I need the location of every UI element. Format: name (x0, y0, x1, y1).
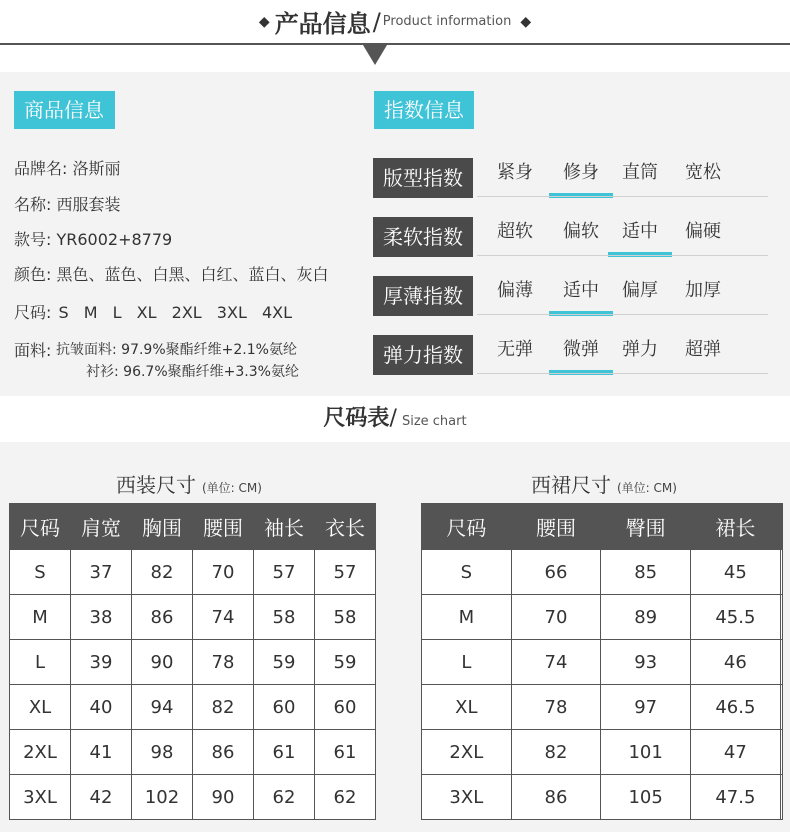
table-cell: 86 (193, 730, 254, 775)
table-cell: 66 (511, 550, 601, 595)
suit-table-title (116, 469, 262, 498)
table-cell: 2XL (422, 730, 512, 775)
table-cell: 47.5 (690, 775, 780, 820)
table-header-cell: 腰围 (193, 504, 254, 550)
table-cell: 61 (315, 730, 376, 775)
table-row (10, 685, 376, 730)
table-cell: 62 (254, 775, 315, 820)
name-line: 名称: 西服套装 (14, 195, 121, 214)
index-info-tag: 指数信息 (374, 91, 474, 129)
index-option: 弹力 (622, 339, 658, 360)
index-option-active: 微弹 (549, 335, 613, 369)
table-row (422, 730, 783, 775)
table-row (422, 595, 783, 640)
table-cell: 58 (315, 595, 376, 640)
index-option: 偏软 (563, 221, 599, 242)
table-cell: 78 (511, 685, 601, 730)
table-cell (780, 775, 782, 820)
table-cell: 57 (254, 550, 315, 595)
table-cell: 42 (71, 775, 132, 820)
index-option-active: 修身 (549, 158, 613, 192)
down-arrow-icon (363, 45, 387, 65)
table-cell (780, 730, 782, 775)
size-item: 3XL (216, 303, 247, 322)
table-row (10, 640, 376, 685)
table-header-cell (780, 504, 782, 550)
table-cell: 46 (690, 640, 780, 685)
table-cell: 40 (71, 685, 132, 730)
row-divider (477, 196, 768, 197)
table-cell: 82 (193, 685, 254, 730)
table-header-cell: 臀围 (601, 504, 691, 550)
index-label: 版型指数 (373, 158, 473, 198)
colors-line: 颜色: 黑色、蓝色、白黑、白红、蓝白、灰白 (14, 265, 329, 284)
table-cell: 2XL (10, 730, 71, 775)
index-row-elasticity (373, 335, 768, 375)
row-divider (477, 373, 768, 374)
sizes-label: 尺码: (14, 303, 52, 322)
product-info-header (0, 0, 790, 56)
table-row (422, 685, 783, 730)
table-cell: L (422, 640, 512, 685)
table-row (10, 775, 376, 820)
table-cell: 98 (132, 730, 193, 775)
table-cell: 60 (254, 685, 315, 730)
slash-icon: / (389, 406, 397, 431)
table-header-cell: 裙长 (690, 504, 780, 550)
table-cell: 37 (71, 550, 132, 595)
index-row-softness (373, 217, 768, 257)
table-cell (780, 640, 782, 685)
table-cell: 105 (601, 775, 691, 820)
table-cell: 86 (132, 595, 193, 640)
table-row (422, 775, 783, 820)
table-cell: 45 (690, 550, 780, 595)
index-option: 偏薄 (497, 280, 533, 301)
slash-icon: / (372, 7, 381, 36)
table-cell: 89 (601, 595, 691, 640)
table-cell: 38 (71, 595, 132, 640)
table-cell: 57 (315, 550, 376, 595)
table-cell: 59 (315, 640, 376, 685)
suit-unit: (单位: CM) (202, 481, 262, 495)
table-cell: 82 (511, 730, 601, 775)
table-row (10, 730, 376, 775)
table-cell: 39 (71, 640, 132, 685)
table-cell: 74 (193, 595, 254, 640)
index-label: 柔软指数 (373, 217, 473, 257)
size-chart-area (0, 442, 790, 832)
table-cell: 47 (690, 730, 780, 775)
suit-title-text: 西装尺寸 (116, 473, 196, 497)
index-option-active: 适中 (608, 217, 672, 251)
row-divider (477, 255, 768, 256)
diamond-icon: ◆ (258, 13, 270, 30)
table-cell: M (10, 595, 71, 640)
header-title-cn: 产品信息 (274, 10, 371, 38)
table-cell: 102 (132, 775, 193, 820)
diamond-icon: ◆ (520, 13, 532, 30)
table-cell: 97 (601, 685, 691, 730)
row-divider (477, 314, 768, 315)
table-cell: 41 (71, 730, 132, 775)
product-info-tag: 商品信息 (14, 91, 115, 129)
sizes-line (14, 300, 302, 323)
table-cell (780, 550, 782, 595)
table-cell: 61 (254, 730, 315, 775)
index-row-thickness (373, 276, 768, 316)
table-cell: 3XL (422, 775, 512, 820)
fabric-line-1: 抗皱面料: 97.9%聚酯纤维+2.1%氨纶 (56, 342, 297, 358)
index-option: 加厚 (685, 280, 721, 301)
table-cell: 101 (601, 730, 691, 775)
index-option: 宽松 (685, 162, 721, 183)
product-info-section (0, 72, 790, 396)
table-cell: 94 (132, 685, 193, 730)
table-header-cell: 胸围 (132, 504, 193, 550)
fabric-label: 面料: (14, 341, 52, 360)
skirt-table-title (531, 469, 677, 498)
table-cell: 46.5 (690, 685, 780, 730)
header-divider (0, 43, 790, 45)
index-option: 偏厚 (622, 280, 658, 301)
fabric-line-2: 衬衫: 96.7%聚酯纤维+3.3%氨纶 (86, 364, 299, 380)
table-cell: L (10, 640, 71, 685)
index-row-fit (373, 158, 768, 198)
table-cell: 45.5 (690, 595, 780, 640)
brand-line: 品牌名: 洛斯丽 (14, 159, 121, 178)
size-chart-title-cn: 尺码表 (323, 406, 390, 431)
table-header-cell: 衣长 (315, 504, 376, 550)
table-cell: XL (422, 685, 512, 730)
table-cell: 58 (254, 595, 315, 640)
size-item: L (112, 303, 122, 322)
table-cell: 74 (511, 640, 601, 685)
table-cell: 86 (511, 775, 601, 820)
size-chart-header (0, 396, 790, 442)
model-line: 款号: YR6002+8779 (14, 230, 173, 249)
table-cell: 70 (193, 550, 254, 595)
table-row (422, 550, 783, 595)
table-header-cell: 尺码 (10, 504, 71, 550)
table-cell: 62 (315, 775, 376, 820)
skirt-size-table (421, 503, 783, 820)
index-option: 偏硬 (685, 221, 721, 242)
index-option: 直筒 (622, 162, 658, 183)
table-cell (780, 685, 782, 730)
size-item: M (83, 303, 98, 322)
size-item: XL (136, 303, 157, 322)
header-title (0, 4, 790, 39)
table-cell: S (10, 550, 71, 595)
table-cell: XL (10, 685, 71, 730)
suit-size-table (9, 503, 376, 820)
table-header-cell: 袖长 (254, 504, 315, 550)
header-title-en: Product information (382, 14, 512, 29)
index-label: 弹力指数 (373, 335, 473, 375)
table-row (10, 550, 376, 595)
size-item: 4XL (261, 303, 293, 322)
index-option-active: 适中 (549, 276, 613, 310)
table-cell: 82 (132, 550, 193, 595)
table-cell: 70 (511, 595, 601, 640)
table-cell (780, 595, 782, 640)
skirt-title-text: 西裙尺寸 (531, 473, 611, 497)
table-header-cell: 肩宽 (71, 504, 132, 550)
table-cell: 90 (132, 640, 193, 685)
table-cell: 90 (193, 775, 254, 820)
table-cell: M (422, 595, 512, 640)
table-header-cell: 尺码 (422, 504, 512, 550)
table-cell: 60 (315, 685, 376, 730)
size-item: 2XL (171, 303, 202, 322)
index-label: 厚薄指数 (373, 276, 473, 316)
table-cell: 85 (601, 550, 691, 595)
size-chart-title-en: Size chart (401, 414, 467, 429)
table-row (422, 640, 783, 685)
index-option: 紧身 (497, 162, 533, 183)
table-cell: 93 (601, 640, 691, 685)
table-row (10, 595, 376, 640)
table-cell: 78 (193, 640, 254, 685)
table-cell: 3XL (10, 775, 71, 820)
index-option: 超软 (497, 221, 533, 242)
index-option: 超弹 (685, 339, 721, 360)
table-cell: S (422, 550, 512, 595)
index-option: 无弹 (497, 339, 533, 360)
table-header-cell: 腰围 (511, 504, 601, 550)
size-item: S (58, 303, 69, 322)
table-cell: 59 (254, 640, 315, 685)
skirt-unit: (单位: CM) (617, 481, 677, 495)
